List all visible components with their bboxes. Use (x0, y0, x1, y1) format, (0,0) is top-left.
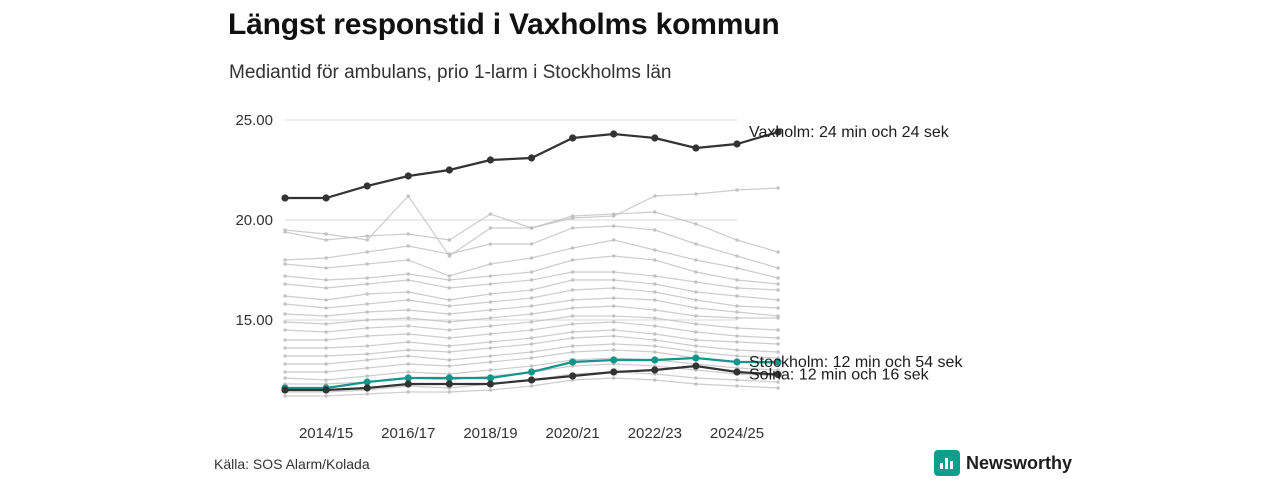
background-series-point (776, 288, 780, 292)
background-series-point (735, 316, 739, 320)
background-series-point (489, 346, 493, 350)
series-annotation-solna: Solna: 12 min och 16 sek (749, 366, 929, 384)
background-series-point (612, 238, 616, 242)
background-series-point (612, 254, 616, 258)
background-series-point (365, 358, 369, 362)
background-series-point (283, 312, 287, 316)
background-series-point (735, 286, 739, 290)
highlight-series-point (569, 372, 576, 379)
background-series-point (776, 328, 780, 332)
background-series-point (283, 376, 287, 380)
background-series-point (530, 328, 534, 332)
highlight-series-point (610, 356, 617, 363)
background-series-point (324, 378, 328, 382)
highlight-series-point (610, 368, 617, 375)
background-series-point (406, 298, 410, 302)
highlight-series-point (281, 194, 288, 201)
background-series-point (653, 332, 657, 336)
background-series-point (365, 282, 369, 286)
background-series-point (406, 258, 410, 262)
background-series-point (653, 228, 657, 232)
background-series-point (406, 390, 410, 394)
background-series-point (735, 266, 739, 270)
background-series-point (571, 344, 575, 348)
background-series-point (694, 330, 698, 334)
background-series-point (530, 320, 534, 324)
background-series-point (530, 312, 534, 316)
background-series-point (489, 368, 493, 372)
background-series-point (489, 332, 493, 336)
background-series-point (776, 316, 780, 320)
background-series-point (530, 270, 534, 274)
background-series-point (324, 238, 328, 242)
background-series-point (365, 250, 369, 254)
highlight-series-point (405, 380, 412, 387)
y-axis-tick-label: 15.00 (235, 312, 273, 329)
highlight-series-point (487, 156, 494, 163)
background-series-point (694, 322, 698, 326)
background-series-point (612, 320, 616, 324)
highlight-series-point (651, 134, 658, 141)
background-series-point (530, 304, 534, 308)
background-series-point (571, 314, 575, 318)
background-series-point (324, 338, 328, 342)
background-series-point (530, 296, 534, 300)
background-series-point (612, 296, 616, 300)
background-series-point (283, 230, 287, 234)
background-series-point (776, 306, 780, 310)
background-series-point (448, 364, 452, 368)
background-series-point (365, 234, 369, 238)
x-axis-tick-label: 2014/15 (298, 425, 354, 442)
background-series-point (406, 332, 410, 336)
background-series-point (571, 278, 575, 282)
background-series-point (283, 328, 287, 332)
background-series-point (653, 378, 657, 382)
background-series-point (448, 304, 452, 308)
background-series-point (448, 320, 452, 324)
y-axis-tick-label: 25.00 (235, 112, 273, 129)
background-series-point (735, 326, 739, 330)
background-series-point (776, 342, 780, 346)
background-series-point (612, 286, 616, 290)
background-series-point (735, 354, 739, 358)
chart-subtitle: Mediantid för ambulans, prio 1-larm i Stockholms län (229, 62, 672, 83)
series-annotation-stockholm: Stockholm: 12 min och 54 sek (749, 354, 963, 371)
background-series-point (489, 292, 493, 296)
background-series-point (489, 388, 493, 392)
background-series-point (324, 322, 328, 326)
background-series-point (283, 274, 287, 278)
background-series-point (694, 290, 698, 294)
background-series-point (694, 350, 698, 354)
background-series-point (324, 306, 328, 310)
highlight-series-point (322, 194, 329, 201)
background-series-point (448, 350, 452, 354)
background-series-point (489, 324, 493, 328)
background-series-point (776, 298, 780, 302)
background-series-point (735, 304, 739, 308)
background-series-point (571, 258, 575, 262)
highlight-series-point (569, 134, 576, 141)
background-series-point (365, 302, 369, 306)
background-series-point (571, 330, 575, 334)
background-series-point (448, 344, 452, 348)
background-series-point (365, 318, 369, 322)
background-series-point (612, 376, 616, 380)
highlight-series-point (569, 358, 576, 365)
background-series-point (365, 292, 369, 296)
highlight-series-point (364, 182, 371, 189)
background-series-point (406, 290, 410, 294)
background-series-point (406, 308, 410, 312)
background-series-point (694, 280, 698, 284)
background-series-point (406, 278, 410, 282)
series-annotation-vaxholm: Vaxholm: 24 min och 24 sek (749, 124, 949, 141)
background-series-point (283, 394, 287, 398)
background-series-point (735, 334, 739, 338)
background-series-point (694, 376, 698, 380)
background-series-point (530, 350, 534, 354)
highlight-series-point (733, 358, 740, 365)
background-series-point (324, 354, 328, 358)
background-series-point (448, 298, 452, 302)
background-series-point (735, 254, 739, 258)
background-series-point (653, 316, 657, 320)
highlight-series-point (281, 386, 288, 393)
background-series-point (776, 336, 780, 340)
highlight-series-point (692, 354, 699, 361)
background-series-point (653, 210, 657, 214)
background-series-point (612, 304, 616, 308)
highlight-series-point (322, 386, 329, 393)
background-series-point (571, 214, 575, 218)
highlight-series-point (487, 380, 494, 387)
background-series-point (735, 378, 739, 382)
background-series-point (571, 336, 575, 340)
highlight-series-point (733, 368, 740, 375)
background-series-point (365, 344, 369, 348)
background-series-point (448, 286, 452, 290)
background-series-point (653, 248, 657, 252)
highlight-series-point (651, 366, 658, 373)
background-series-point (324, 278, 328, 282)
background-series-point (694, 344, 698, 348)
background-series-point (406, 340, 410, 344)
x-axis-tick-label: 2024/25 (709, 425, 765, 442)
background-series-point (365, 310, 369, 314)
background-series-point (571, 350, 575, 354)
background-series-point (283, 362, 287, 366)
background-series-point (530, 356, 534, 360)
background-series-point (489, 354, 493, 358)
background-series-point (530, 278, 534, 282)
background-series-point (653, 350, 657, 354)
background-series-point (530, 242, 534, 246)
background-series-point (324, 346, 328, 350)
background-series-point (653, 324, 657, 328)
highlight-series-point (692, 362, 699, 369)
background-series-point (776, 186, 780, 190)
highlight-series-point (364, 384, 371, 391)
highlight-series-point (610, 130, 617, 137)
background-series-point (324, 256, 328, 260)
background-series-point (324, 370, 328, 374)
background-series-point (406, 348, 410, 352)
background-series-point (406, 232, 410, 236)
background-series-point (448, 358, 452, 362)
highlight-series-point (528, 154, 535, 161)
background-series-point (283, 282, 287, 286)
bar-chart-icon (934, 450, 960, 476)
highlight-series-point (692, 144, 699, 151)
highlight-series-point (651, 356, 658, 363)
background-series-point (406, 370, 410, 374)
background-series-point (653, 298, 657, 302)
newsworthy-logo (934, 450, 1072, 476)
background-series-point (571, 306, 575, 310)
background-series-point (653, 274, 657, 278)
background-series-point (365, 334, 369, 338)
background-series-point (653, 282, 657, 286)
highlight-series-point (446, 166, 453, 173)
background-series-point (653, 194, 657, 198)
background-series-point (283, 354, 287, 358)
x-axis-tick-label: 2020/21 (545, 425, 600, 442)
background-series-point (735, 188, 739, 192)
background-series-point (776, 276, 780, 280)
background-series-point (612, 342, 616, 346)
x-axis-tick-label: 2018/19 (463, 425, 518, 442)
background-series-point (283, 258, 287, 262)
background-series-point (324, 362, 328, 366)
highlight-series-line-vaxholm (285, 132, 778, 198)
background-series-point (571, 270, 575, 274)
background-series-point (448, 274, 452, 278)
highlight-series-point (405, 172, 412, 179)
background-series-point (448, 390, 452, 394)
background-series-point (571, 288, 575, 292)
background-series-point (612, 278, 616, 282)
background-series-point (324, 298, 328, 302)
background-series-point (406, 324, 410, 328)
x-axis-tick-label: 2016/17 (381, 425, 436, 442)
background-series-point (489, 316, 493, 320)
background-series-point (283, 346, 287, 350)
background-series-point (735, 310, 739, 314)
background-series-point (694, 222, 698, 226)
background-series-point (365, 238, 369, 242)
background-series-point (489, 242, 493, 246)
background-series-point (612, 270, 616, 274)
background-series-point (530, 256, 534, 260)
background-series-point (776, 282, 780, 286)
background-series-point (489, 212, 493, 216)
background-series-point (612, 314, 616, 318)
page-title: Längst responstid i Vaxholms kommun (228, 8, 780, 41)
background-series-point (365, 366, 369, 370)
background-series-point (776, 386, 780, 390)
background-series-point (694, 242, 698, 246)
background-series-point (694, 258, 698, 262)
background-series-point (612, 348, 616, 352)
background-series-point (653, 258, 657, 262)
background-series-point (406, 354, 410, 358)
background-series-point (530, 288, 534, 292)
highlight-series-point (446, 380, 453, 387)
y-axis-tick-label: 20.00 (235, 212, 273, 229)
background-series-point (530, 342, 534, 346)
background-series-point (283, 320, 287, 324)
background-series-point (694, 270, 698, 274)
background-series-point (448, 312, 452, 316)
background-series-point (530, 226, 534, 230)
x-axis-tick-label: 2022/23 (627, 425, 682, 442)
background-series-point (365, 276, 369, 280)
line-chart (0, 90, 1280, 442)
background-series-point (489, 360, 493, 364)
background-series-point (365, 392, 369, 396)
background-series-point (324, 286, 328, 290)
background-series-point (612, 224, 616, 228)
background-series-point (571, 226, 575, 230)
background-series-point (283, 302, 287, 306)
background-series-point (735, 340, 739, 344)
background-series-point (448, 238, 452, 242)
background-series-point (406, 316, 410, 320)
background-series-point (612, 212, 616, 216)
background-series-point (694, 338, 698, 342)
background-series-point (776, 250, 780, 254)
background-series-point (530, 364, 534, 368)
background-series-point (776, 266, 780, 270)
chart-svg (0, 90, 1280, 442)
background-series-point (489, 308, 493, 312)
background-series-point (324, 394, 328, 398)
background-series-point (653, 290, 657, 294)
background-series-point (489, 282, 493, 286)
background-series-point (612, 334, 616, 338)
background-series-point (694, 382, 698, 386)
background-series-point (406, 244, 410, 248)
background-series-point (735, 278, 739, 282)
background-series-point (489, 340, 493, 344)
background-series-point (406, 362, 410, 366)
background-series-point (735, 294, 739, 298)
background-series-point (283, 262, 287, 266)
background-series-point (735, 384, 739, 388)
highlight-series-point (733, 140, 740, 147)
background-series-point (612, 328, 616, 332)
background-series-point (653, 308, 657, 312)
background-series-point (530, 384, 534, 388)
logo-text: Newsworthy (966, 452, 1073, 473)
background-series-point (735, 348, 739, 352)
background-series-point (571, 298, 575, 302)
background-series-point (694, 192, 698, 196)
background-series-point (365, 326, 369, 330)
background-series-point (406, 272, 410, 276)
background-series-point (448, 278, 452, 282)
highlight-series-point (528, 368, 535, 375)
background-series-point (571, 246, 575, 250)
background-series-point (489, 226, 493, 230)
background-series-point (283, 370, 287, 374)
background-series-point (694, 314, 698, 318)
background-series-point (653, 338, 657, 342)
background-series-point (489, 274, 493, 278)
background-series-point (571, 322, 575, 326)
background-series-point (365, 352, 369, 356)
background-series-point (653, 344, 657, 348)
background-series-point (324, 330, 328, 334)
background-series-point (406, 194, 410, 198)
background-series-point (448, 328, 452, 332)
background-series-point (283, 294, 287, 298)
background-series-point (489, 262, 493, 266)
background-series-point (365, 374, 369, 378)
highlight-series-point (528, 376, 535, 383)
background-series-point (489, 300, 493, 304)
background-series-point (530, 336, 534, 340)
source-note: Källa: SOS Alarm/Kolada (214, 456, 370, 472)
background-series-point (448, 252, 452, 256)
background-series-point (448, 336, 452, 340)
background-series-point (324, 266, 328, 270)
background-series-point (283, 338, 287, 342)
background-series-point (324, 314, 328, 318)
background-series-point (735, 238, 739, 242)
background-series-point (694, 298, 698, 302)
background-series-point (694, 306, 698, 310)
background-series-point (324, 232, 328, 236)
background-series-point (365, 262, 369, 266)
